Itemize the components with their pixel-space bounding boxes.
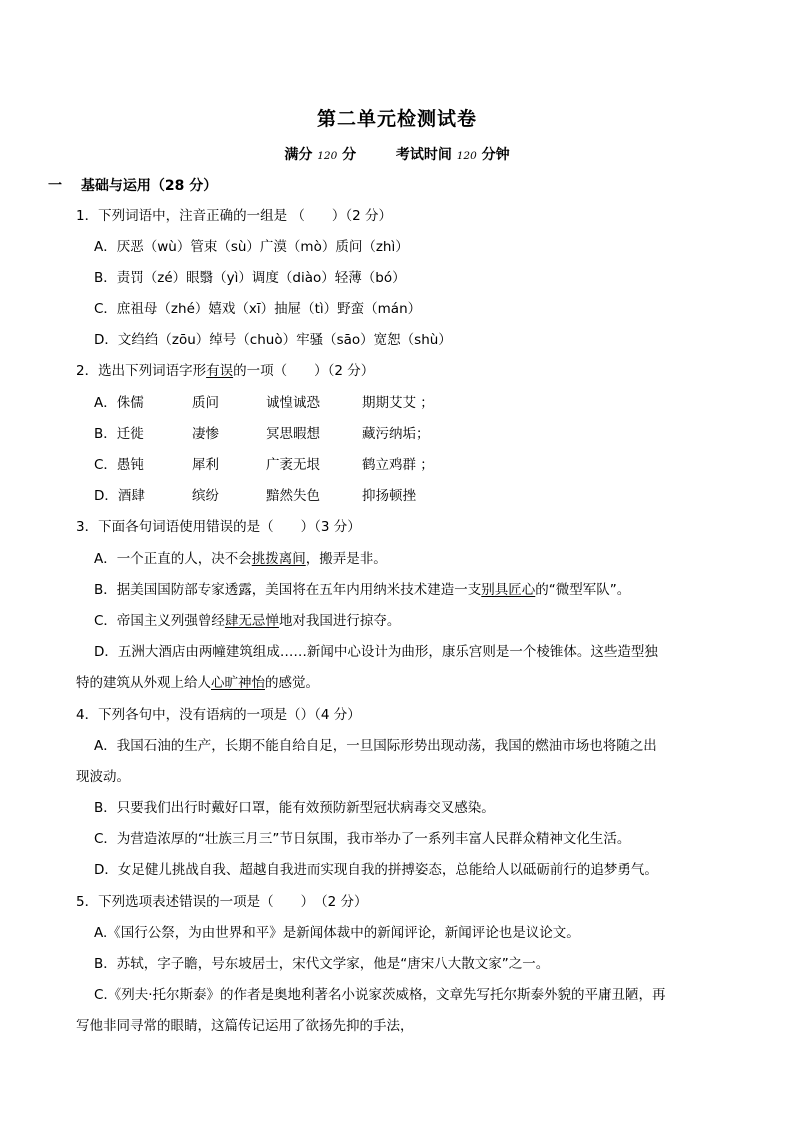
question-4-option-b: B．只要我们出行时戴好口罩，能有效预防新型冠状病毒交叉感染。 xyxy=(94,800,495,816)
question-1-option-c: C．庶祖母（zhé）嬉戏（xī）抽屉（tì）野蛮（mán） xyxy=(94,301,422,317)
question-3-option-a xyxy=(94,550,387,568)
section-heading: 一 基础与运用（28 分） xyxy=(48,178,218,194)
question-2-stem xyxy=(76,362,374,380)
question-2-stem-tail: 的一项（ ）（2 分） xyxy=(233,363,375,379)
question-3-option-b xyxy=(94,581,630,599)
question-4-option-a-line-2: 现波动。 xyxy=(76,769,130,785)
option-c-text: C．帝国主义列强曾经 xyxy=(94,613,225,629)
option-a-text: A．一个正直的人，决不会 xyxy=(94,551,252,567)
score-value: 120 xyxy=(317,150,338,162)
question-2-option-d xyxy=(94,487,494,505)
option-a-word-2: 质问 xyxy=(192,395,219,411)
question-2-option-c xyxy=(94,456,494,474)
option-d-word-2: 缤纷 xyxy=(192,488,219,504)
question-5-option-b: B．苏轼，字子瞻，号东坡居士，宋代文学家，他是“唐宋八大散文家”之一。 xyxy=(94,956,550,972)
question-1-option-d: D．文绉绉（zōu）绰号（chuò）牢骚（sāo）宽恕（shù） xyxy=(94,332,452,348)
exam-info xyxy=(0,144,794,164)
option-d-tail: 的感觉。 xyxy=(265,675,319,691)
option-b-text: B．据美国国防部专家透露，美国将在五年内用纳米技术建造一支 xyxy=(94,582,482,598)
option-a-idiom: 挑拨离间 xyxy=(251,551,306,567)
question-3-stem: 3．下面各句词语使用错误的是（ ）（3 分） xyxy=(76,519,361,535)
time-value: 120 xyxy=(456,150,477,162)
time-unit: 分钟 xyxy=(481,147,510,163)
option-b-word-3: 冥思暇想 xyxy=(266,426,320,442)
option-a-tail: ，搬弄是非。 xyxy=(305,551,387,567)
option-a-word-1: A．侏儒 xyxy=(94,395,144,411)
question-2-stem-emphasis: 有误 xyxy=(206,363,234,379)
question-5-option-c-line-2: 写他非同寻常的眼睛，这篇传记运用了欲扬先抑的手法， xyxy=(76,1018,414,1034)
option-a-word-4: 期期艾艾 ； xyxy=(362,395,434,411)
option-b-tail: 的“微型军队”。 xyxy=(535,582,631,598)
page-title: 第二单元检测试卷 xyxy=(316,108,477,130)
option-b-word-1: B．迁徙 xyxy=(94,426,144,442)
question-2-stem-text: 2．选出下列词语字形 xyxy=(76,363,207,379)
question-2-option-b xyxy=(94,425,494,443)
option-b-word-4: 藏污纳垢； xyxy=(362,426,430,442)
option-c-idiom: 肆无忌惮 xyxy=(224,613,279,629)
question-2-option-a xyxy=(94,394,494,412)
question-1-stem: 1．下列词语中，注音正确的一组是 （ ）（2 分） xyxy=(76,208,393,224)
question-1-option-a: A．厌恶（wù）管束（sù）广漠（mò）质问（zhì） xyxy=(94,239,409,255)
option-d-word-4: 抑扬顿挫 xyxy=(362,488,416,504)
question-4-option-a-line-1: A．我国石油的生产，长期不能自给自足，一旦国际形势出现动荡，我国的燃油市场也将随之出 xyxy=(94,738,657,754)
option-c-word-2: 犀利 xyxy=(192,457,219,473)
question-5-stem: 5．下列选项表述错误的一项是（ ） （2 分） xyxy=(76,894,368,910)
option-d-idiom: 心旷神怡 xyxy=(211,675,265,691)
question-3-option-d-line-2 xyxy=(76,674,319,692)
score-label: 满分 xyxy=(284,147,313,163)
option-d-word-3: 黯然失色 xyxy=(266,488,320,504)
question-1-option-b: B．责罚（zé）眼翳（yì）调度（diào）轻薄（bó） xyxy=(94,270,406,286)
option-b-word-2: 凄惨 xyxy=(192,426,219,442)
option-b-idiom: 别具匠心 xyxy=(481,582,536,598)
question-4-option-d: D．女足健儿挑战自我、超越自我进而实现自我的拼搏姿态，总能给人以砥砺前行的追梦勇气。 xyxy=(94,862,658,878)
option-d-word-1: D．酒肆 xyxy=(94,488,145,504)
option-a-word-3: 诚惶诚恐 xyxy=(266,395,320,411)
score-unit: 分 xyxy=(342,147,357,163)
question-3-option-c xyxy=(94,612,400,630)
option-d-text: 特的建筑从外观上给人 xyxy=(76,675,211,691)
question-3-option-d-line-1: D．五洲大酒店由两幢建筑组成……新闻中心设计为曲形，康乐宫则是一个棱锥体。这些造型独 xyxy=(94,644,658,660)
question-5-option-a: A.《国行公祭，为由世界和平》是新闻体裁中的新闻评论，新闻评论也是议论文。 xyxy=(94,925,580,941)
question-5-option-c-line-1: C.《列夫·托尔斯泰》的作者是奥地利著名小说家茨威格，文章先写托尔斯泰外貌的平庸丑陋，再 xyxy=(94,987,666,1003)
question-4-stem: 4．下列各句中，没有语病的一项是（）（4 分） xyxy=(76,707,361,723)
option-c-word-1: C．愚钝 xyxy=(94,457,144,473)
option-c-tail: 地对我国进行掠夺。 xyxy=(278,613,401,629)
option-c-word-3: 广袤无垠 xyxy=(266,457,320,473)
question-4-option-c: C．为营造浓厚的“壮族三月三”节日氛围，我市举办了一系列丰富人民群众精神文化生活。 xyxy=(94,831,631,847)
option-c-word-4: 鹤立鸡群 ； xyxy=(362,457,434,473)
time-label: 考试时间 xyxy=(395,147,452,163)
